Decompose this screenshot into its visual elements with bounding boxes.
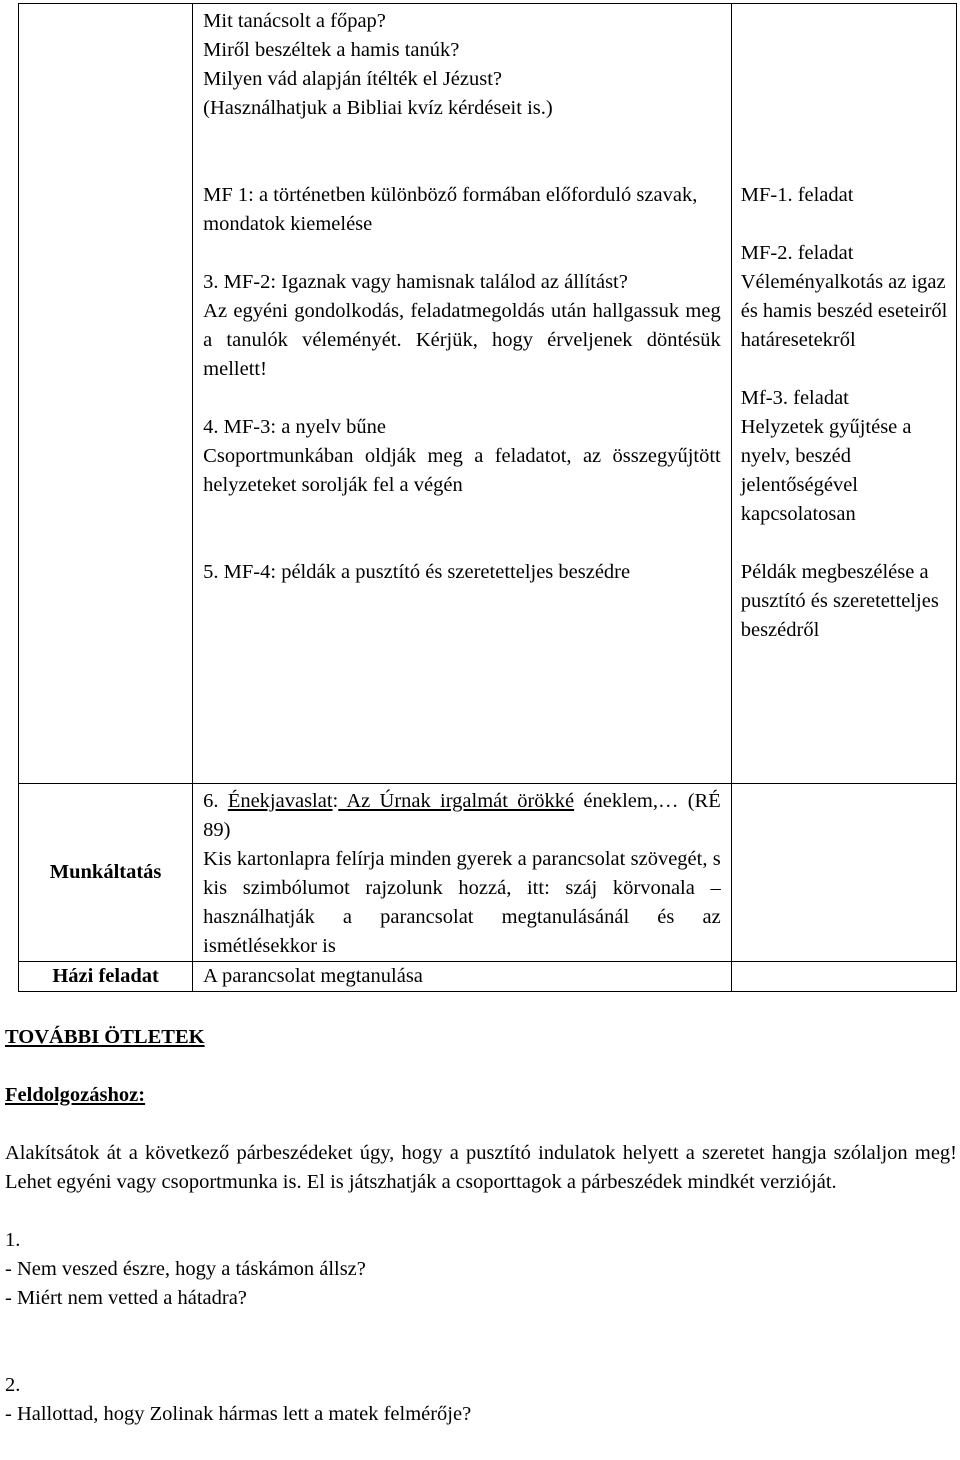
munkaltatas-right-cell: [731, 784, 956, 962]
right-mf3-text: Helyzetek gyűjtése a nyelv, beszéd jelentőségével kapcsolatosan: [740, 416, 912, 525]
mf2-title: 3. MF-2: Igaznak vagy hamisnak találod az állítást?: [203, 271, 628, 293]
hazi-right-cell: [731, 962, 956, 992]
right-mf2-title: MF-2. feladat: [740, 242, 854, 264]
table-row: [19, 784, 957, 962]
dialogue-1-line-1: - Nem veszed észre, hogy a táskámon állsz?: [5, 1258, 366, 1280]
question-2: Miről beszéltek a hamis tanúk?: [203, 39, 460, 61]
further-ideas-heading: TOVÁBBI ÖTLETEK: [5, 1026, 205, 1048]
question-4: (Használhatjuk a Bibliai kvíz kérdéseit is.): [203, 97, 553, 119]
task-cell: [731, 4, 956, 784]
mf3-title: 4. MF-3: a nyelv bűne: [203, 416, 386, 438]
hazi-feladat-label: Házi feladat: [19, 962, 193, 992]
munkaltatas-text: Kis kartonlapra felírja minden gyerek a parancsolat szövegét, s kis szimbólumot rajzolunk hozzá, itt: száj körvonala – használhatják a parancsolat megtanulásánál és az ismétlésekkor is: [203, 848, 721, 957]
dialogue-instructions: Alakítsátok át a következő párbeszédeket úgy, hogy a pusztító indulatok helyett a szeretet hangja szólaljon meg! Lehet egyéni vagy csoportmunka is. El is játszhatják a csoporttagok a párbeszédek mindkét verzióját.: [5, 1142, 957, 1193]
hazi-feladat-text: A parancsolat megtanulása: [193, 962, 732, 992]
further-ideas-section: [5, 1023, 957, 1429]
right-mf3-title: Mf-3. feladat: [740, 387, 849, 409]
lesson-plan-table: [18, 3, 957, 992]
processing-subheading: Feldolgozáshoz:: [5, 1084, 146, 1106]
mf4-title: 5. MF-4: példák a pusztító és szeretetteljes beszédre: [203, 561, 631, 583]
question-3: Milyen vád alapján ítélték el Jézust?: [203, 68, 503, 90]
dialogue-2-number: 2.: [5, 1374, 21, 1396]
mf3-text: Csoportmunkában oldják meg a feladatot, az összegyűjtött helyzeteket sorolják fel a végén: [203, 445, 721, 496]
dialogue-1-number: 1.: [5, 1229, 21, 1251]
dialogue-1-line-2: - Miért nem vetted a hátadra?: [5, 1287, 247, 1309]
right-mf1: MF-1. feladat: [740, 184, 854, 206]
empty-label-cell: [19, 4, 193, 784]
munkaltatas-cell: [193, 784, 732, 962]
activity-cell: [193, 4, 732, 784]
dialogue-2-line-1: - Hallottad, hogy Zolinak hármas lett a matek felmérője?: [5, 1403, 472, 1425]
table-row: [19, 962, 957, 992]
song-suggestion: 6. Énekjavaslat: Az Úrnak irgalmát örökké éneklem,… (RÉ 89): [203, 790, 721, 841]
question-1: Mit tanácsolt a főpap?: [203, 10, 386, 32]
munkaltatas-label: Munkáltatás: [19, 784, 193, 962]
mf2-text: Az egyéni gondolkodás, feladatmegoldás után hallgassuk meg a tanulók véleményét. Kérjük, hogy érveljenek döntésük mellett!: [203, 300, 721, 380]
mf1-text: MF 1: a történetben különböző formában előforduló szavak, mondatok kiemelése: [203, 184, 698, 235]
right-mf4-text: Példák megbeszélése a pusztító és szeretetteljes beszédről: [740, 561, 939, 641]
table-row: [19, 4, 957, 784]
right-mf2-text: Véleményalkotás az igaz és hamis beszéd eseteiről határesetekről: [740, 271, 948, 351]
